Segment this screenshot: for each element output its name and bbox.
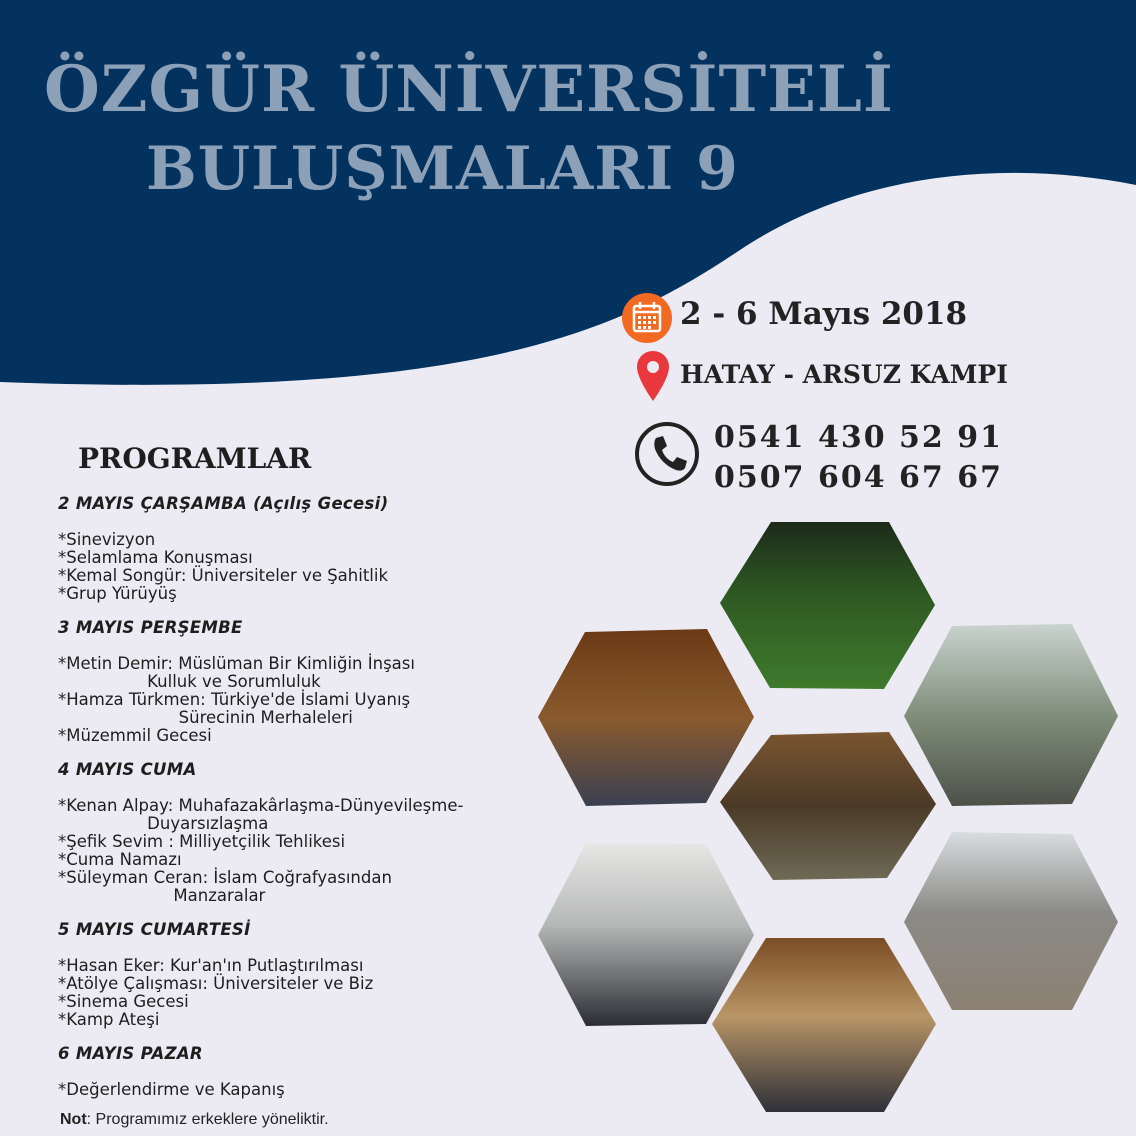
day-heading: 5 MAYIS CUMARTESİ — [58, 920, 251, 939]
program-item: *Metin Demir: Müslüman Bir Kimliğin İnşası — [58, 654, 415, 673]
day-heading: 4 MAYIS CUMA — [58, 760, 197, 779]
calendar-icon — [621, 292, 673, 344]
program-item: Kulluk ve Sorumluluk — [58, 672, 321, 691]
program-item: *Değerlendirme ve Kapanış — [58, 1080, 285, 1099]
program-item: *Hamza Türkmen: Türkiye'de İslami Uyanış — [58, 690, 411, 709]
phone-number-2[interactable]: 0507 604 67 67 — [714, 460, 1003, 495]
program-item: *Süleyman Ceran: İslam Coğrafyasından — [58, 868, 392, 887]
note-text: : Programımız erkeklere yöneliktir. — [86, 1111, 329, 1128]
day-heading: 2 MAYIS ÇARŞAMBA (Açılış Gecesi) — [58, 494, 389, 513]
program-day — [58, 1044, 528, 1099]
program-item: *Atölye Çalışması: Üniversiteler ve Biz — [58, 974, 374, 993]
program-item: *Hasan Eker: Kur'an'ın Putlaştırılması — [58, 956, 364, 975]
event-date: 2 - 6 Mayıs 2018 — [680, 296, 968, 332]
page-title-line-1: ÖZGÜR ÜNİVERSİTELİ — [44, 52, 894, 127]
program-item: *Selamlama Konuşması — [58, 548, 253, 567]
phone-number-1[interactable]: 0541 430 52 91 — [714, 420, 1003, 455]
note-label: Not — [60, 1111, 87, 1128]
program-day — [58, 494, 528, 603]
program-item: Sürecinin Merhaleleri — [58, 708, 353, 727]
day-heading: 6 MAYIS PAZAR — [58, 1044, 203, 1063]
program-item: *Grup Yürüyüş — [58, 584, 177, 603]
program-note — [60, 1111, 329, 1129]
program-item: *Sinema Gecesi — [58, 992, 189, 1011]
event-location: HATAY - ARSUZ KAMPI — [680, 360, 1008, 389]
program-item: Duyarsızlaşma — [58, 814, 269, 833]
program-day — [58, 760, 528, 905]
program-item: *Kemal Songür: Üniversiteler ve Şahitlik — [58, 566, 389, 585]
program-item: *Kenan Alpay: Muhafazakârlaşma-Dünyevileşme- — [58, 796, 464, 815]
program-item: *Sinevizyon — [58, 530, 156, 549]
program-day — [58, 920, 528, 1029]
program-day — [58, 618, 528, 745]
program-item: *Kamp Ateşi — [58, 1010, 160, 1029]
phone-icon — [634, 421, 700, 487]
program-heading: PROGRAMLAR — [78, 442, 312, 475]
program-schedule — [58, 494, 528, 1114]
program-item: *Cuma Namazı — [58, 850, 182, 869]
program-item: *Müzemmil Gecesi — [58, 726, 212, 745]
program-item: Manzaralar — [58, 886, 266, 905]
day-heading: 3 MAYIS PERŞEMBE — [58, 618, 243, 637]
page-title-line-2: BULUŞMALARI 9 — [146, 134, 739, 204]
program-item: *Şefik Sevim : Milliyetçilik Tehlikesi — [58, 832, 346, 851]
map-pin-icon — [636, 350, 670, 402]
